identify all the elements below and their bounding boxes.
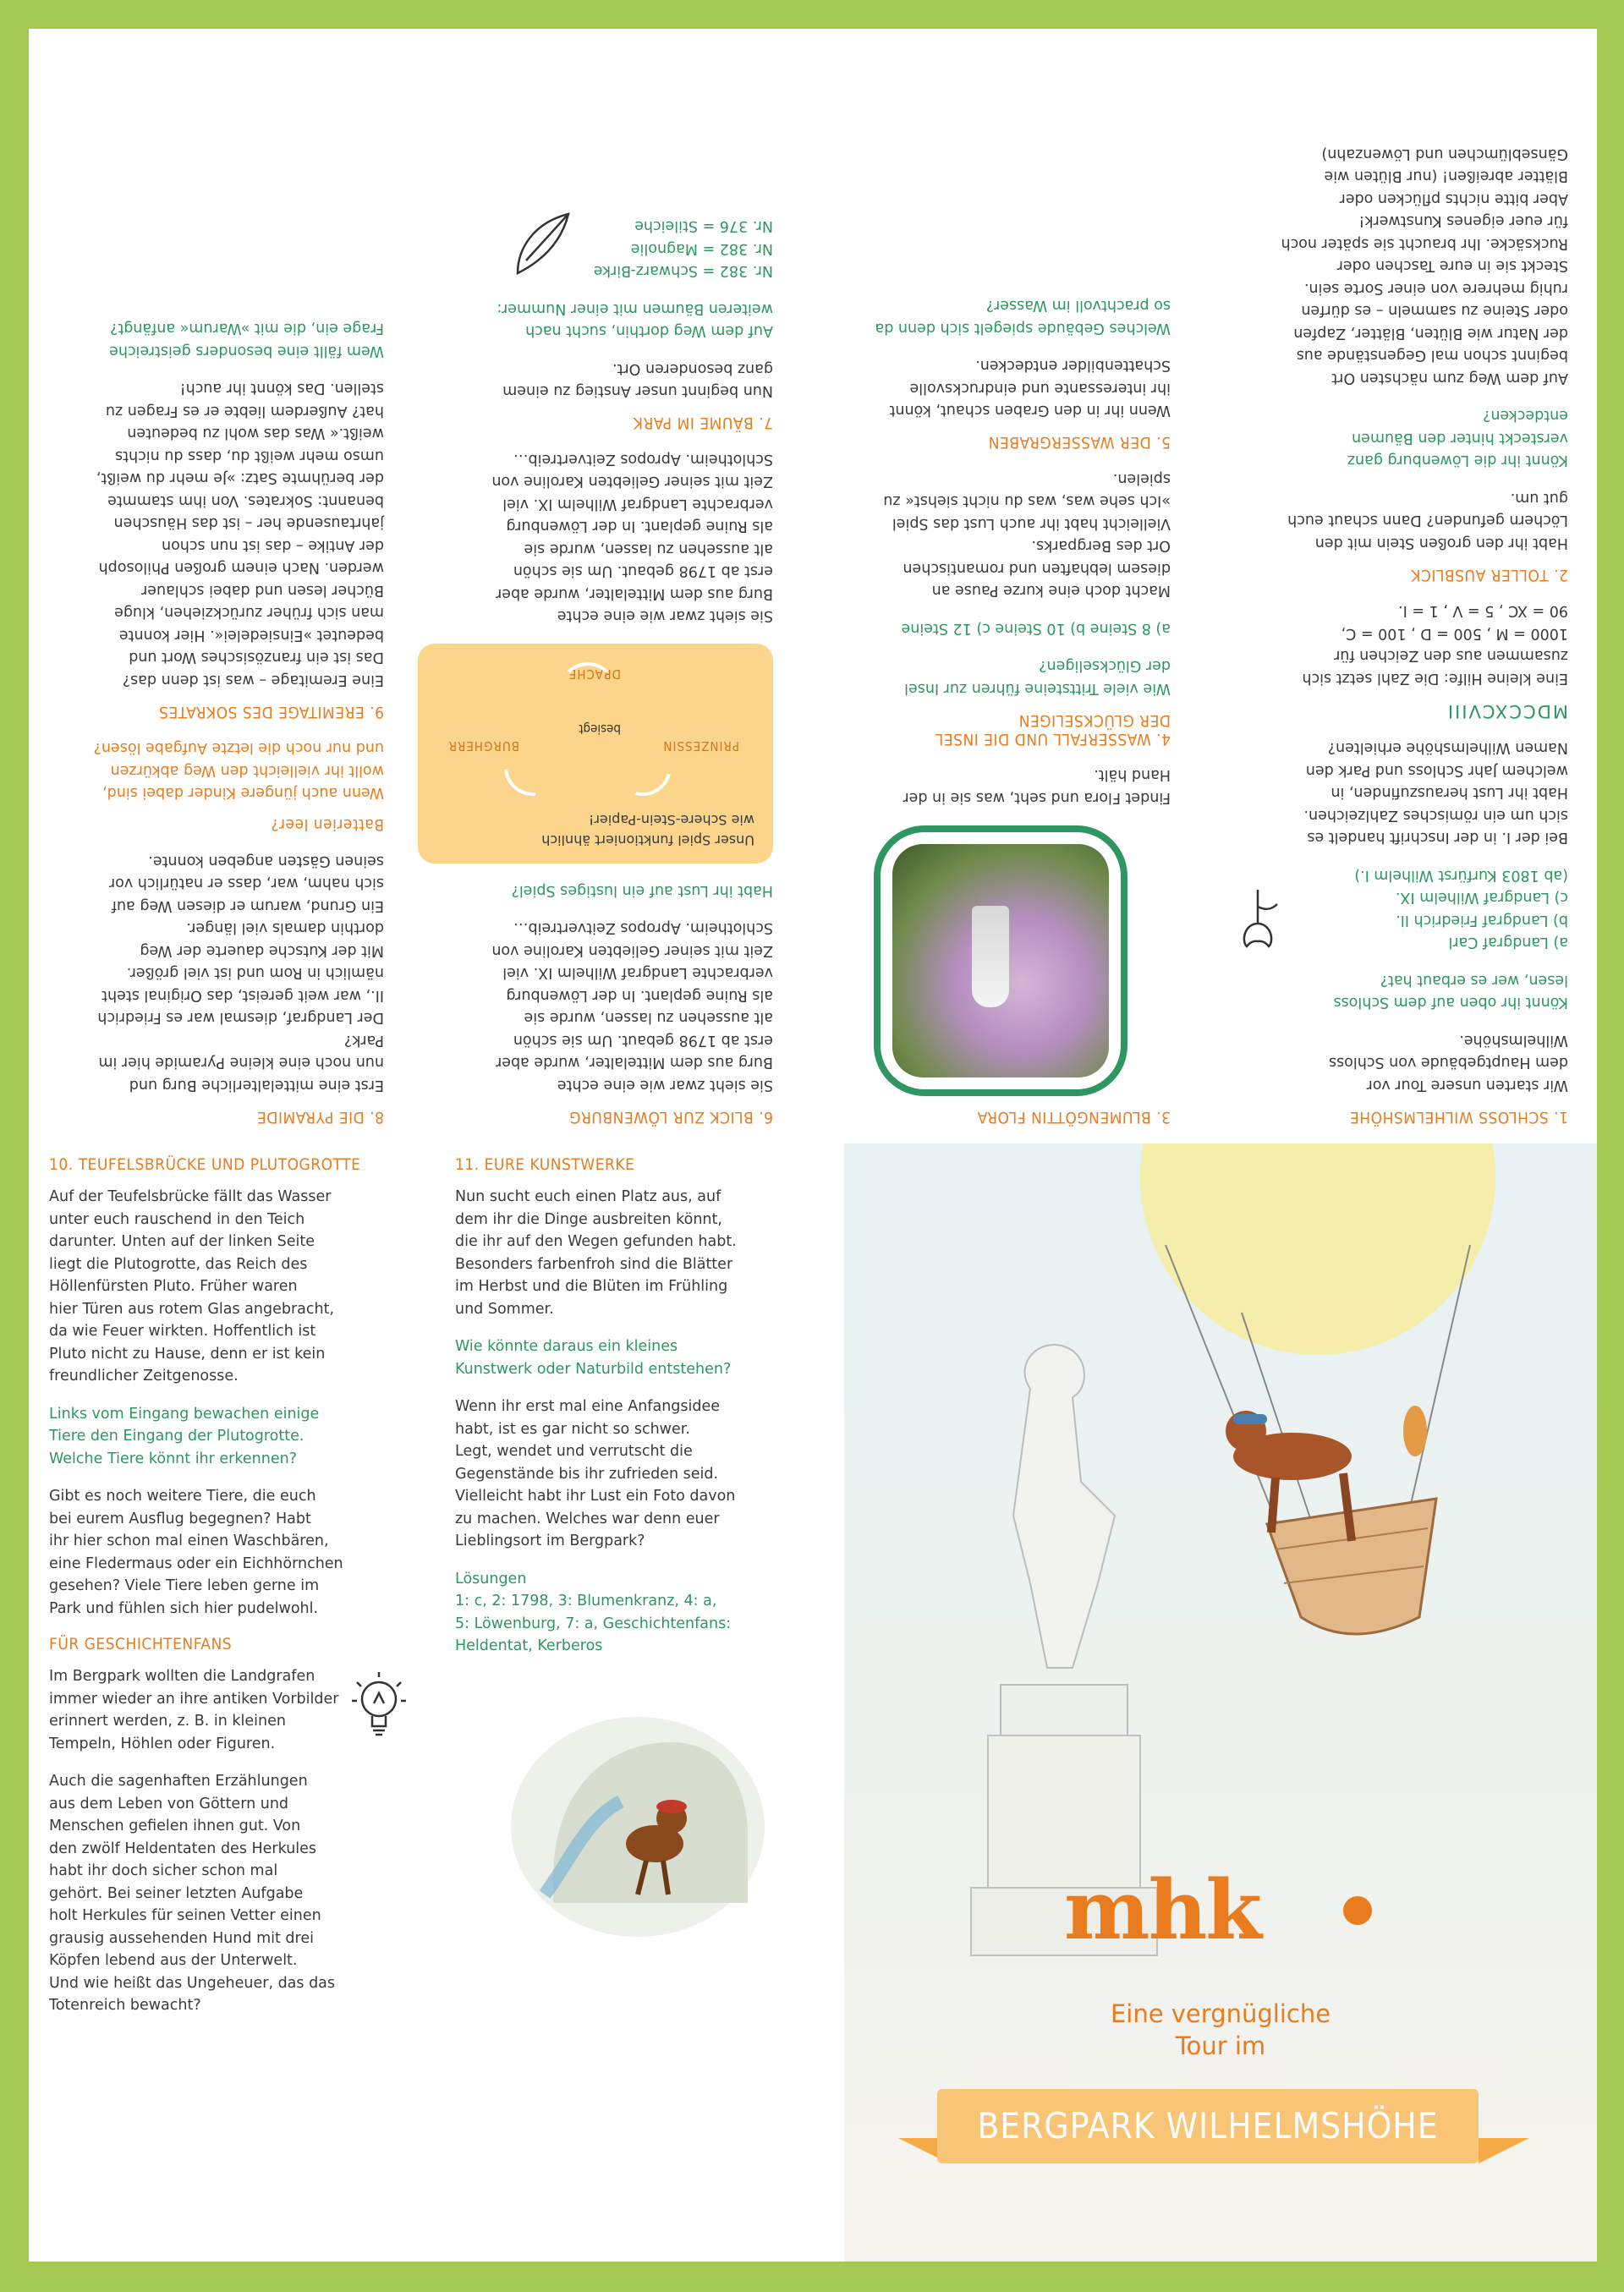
cover-panel [844, 1143, 1597, 2262]
panel-stations-8-9 [29, 29, 413, 1143]
panel-stations-3-5 [802, 29, 1199, 1143]
hint-text: Wenn auch jüngere Kinder dabei sind, wollt ihr vielleicht den Weg abkürzen und nur noch die letzte Aufgabe lösen? [93, 739, 384, 802]
panel-station-10 [29, 1143, 435, 2044]
question: Wem fällt eine besonders geistreiche Frage ein, die mit »Warum« anfängt? [109, 320, 384, 359]
tagline-line-1: Eine vergnügliche [1110, 1999, 1331, 2028]
question: Habt ihr Lust auf ein lustiges Spiel? [511, 882, 773, 899]
question: Links vom Eingang bewachen einige Tiere den Eingang der Plutogrotte. Welche Tiere könnt ihr erkennen? [49, 1405, 320, 1467]
dog-watercolor-illustration [502, 1692, 773, 1945]
light-bulb-icon [347, 1665, 414, 1750]
game-drache: DRACHE [568, 666, 621, 683]
flora-photo-frame [874, 825, 1127, 1096]
solutions-title: Lösungen [455, 1570, 527, 1587]
logo-dot [1343, 1896, 1372, 1925]
paragraph: Gibt es noch weitere Tiere, die euch bei eurem Ausflug begegnen? Habt ihr hier schon mal einen Waschbären, eine Fledermaus oder ein Eichhörnchen gesehen? Viele Tiere leben gerne im Park und fühlen sich hier pudelwohl. [49, 1488, 343, 1617]
paragraph: Auf dem Weg zum nächsten Ort beginnt schon mal Gegenstände aus der Natur wie Blüten, Blätter, Zapfen oder Steine zu sammeln – es dürfen ruhig mehrere von einer Sorte sein. Steckt sie in eure Taschen oder Rucksäcke. Ihr braucht sie später noch für euer eigenes Kunstwerk! Aber bitte nichts pflücken oder Blätter abreißen! (nur Blüten wie Gänseblümchen und Löwenzahn) [1281, 145, 1568, 387]
section-title: 1. SCHLOSS WILHELMSHÖHE [1349, 1108, 1568, 1127]
section-title: 2. TOLLER AUSBLICK [1410, 566, 1568, 584]
question: Auf dem Weg dorthin, sucht nach weiteren Bäumen mit einer Nummer: [497, 300, 773, 340]
section-title: 3. BLUMENGÖTTIN FLORA [977, 1108, 1171, 1127]
panel-stations-1-2 [1199, 29, 1597, 1143]
section-title: 11. EURE KUNSTWERKE [455, 1155, 635, 1174]
section-title: 8. DIE PYRAMIDE [256, 1108, 384, 1127]
paragraph: Wenn ihr in den Graben schaut, könnt ihr interessante und eindrucksvolle Schattenbilder entdecken. [889, 357, 1171, 419]
game-description: Unser Spiel funktioniert ähnlich wie Schere-Stein-Papier! [541, 812, 754, 849]
section-title: 7. BÄUME IM PARK [633, 414, 773, 433]
paragraph: Sie sieht zwar wie eine echte Burg aus dem Mittelalter, wurde aber erst ab 1798 gebaut. Um sie schön alt aussehen zu lassen, wurde sie als Ruine geplant. In der Löwenburg verbrachte Landgraf Wilhelm IX. viel Zeit mit seiner Geliebten Karoline von Schlotheim. Apropos Zeitvertreib… [491, 919, 773, 1094]
question: Welches Gebäude spiegelt sich denn da so prachtvoll im Wasser? [875, 297, 1171, 337]
section-title: 4. WASSERFALL UND DIE INSEL DER GLÜCKSELIGEN [935, 711, 1171, 748]
mhk-logo: mhk [1064, 1862, 1260, 1958]
section-title: Batterien leer? [270, 815, 384, 835]
answer-options: a) 8 Steine b) 10 Steine c) 12 Steine [901, 620, 1171, 637]
paragraph: Eine kleine Hilfe: Die Zahl setzt sich zusammen aus den Zeichen für 1000 = M , 500 = D , 100 = C, 90 = XC , 5 = V , 1 = I. [1302, 602, 1568, 687]
paragraph: Wir starten unsere Tour vor dem Hauptgebäude von Schloss Wilhelmshöhe. [1328, 1032, 1568, 1094]
paragraph: Habt ihr den großen Stein mit den Löchern gefunden? Dann schaut euch gut um. [1287, 490, 1568, 551]
paragraph: Eine Eremitage – was ist denn das? Das ist ein französisches Wort und bedeutet »Einsiedelei«. Hier konnte man sich früher zurückziehen, kluge Bücher lesen und dabei schlauer werden. Nach einem großen Philosoph der Antike – das ist nun schon jahrtausende her – ist das Häuschen benannt: Sokrates. Von ihm stammte der berühmte Satz: »Je mehr du weißt, umso mehr weißt du, dass du nichts weißt.« Was das wohl zu bedeuten hat? Außerdem liebte er es Fragen zu stellen. Das könnt ihr auch! [96, 380, 384, 688]
leaf-icon [509, 206, 577, 282]
paragraph: Findet Flora und seht, was sie in der Hand hält. [903, 766, 1171, 806]
section-title: 9. EREMITAGE DES SOKRATES [158, 703, 384, 721]
flora-statue-photo [892, 844, 1109, 1077]
paragraph: Nun sucht euch einen Platz aus, auf dem ihr die Dinge ausbreiten könnt, die ihr auf den Wegen gefunden habt. Besonders farbenfroh sind die Blätter im Herbst und die Blüten im Frühling und Sommer. [455, 1188, 737, 1318]
paragraph: Macht doch eine kurze Pause an diesem lebhaften und romantischen Ort des Bergparks. Vielleicht habt ihr auch Lust das Spiel »Ich sehe was, was du nicht siehst« zu spielen. [883, 470, 1171, 600]
tree-numbers: Nr. 382 = Schwarz-Birke Nr. 382 = Magnolie Nr. 376 = Stileiche [593, 217, 773, 280]
paragraph: Nun beginnt unser Anstieg zu einem ganz besonderen Ort. [502, 360, 773, 400]
panel-stations-6-7 [413, 29, 802, 1143]
section-title: FÜR GESCHICHTENFANS [49, 1635, 233, 1653]
game-box [418, 644, 773, 864]
paragraph: Auf der Teufelsbrücke fällt das Wasser unter euch rauschend in den Teich darunter. Unten auf der linken Seite liegt die Plutogrotte, das Reich des Höllenfürsten Pluto. Früher waren hier Türen aus rotem Glas angebracht, da wie Feuer wirkten. Hoffentlich ist Pluto nicht zu Hause, denn er ist kein freundlicher Zeitgenosse. [49, 1188, 335, 1385]
brochure-sheet [29, 29, 1597, 2262]
panel-station-11 [435, 1143, 841, 1957]
question: Könnt ihr oben auf dem Schloss lesen, wer es erbaut hat? [1333, 972, 1568, 1012]
paragraph: Auch die sagenhaften Erzählungen aus dem Leben von Göttern und Menschen gefielen ihnen gut. Von den zwölf Heldentaten des Herkules habt ihr doch sicher schon mal gehört. Bei seiner letzten Aufgabe holt Herkules für seinen Vetter einen grausig aussehenden Hund mit drei Köpfen lebend aus der Unterwelt. Und wie heißt das Ungeheuer, das das Totenreich bewacht? [49, 1773, 336, 2014]
solutions-text: 1: c, 2: 1798, 3: Blumenkranz, 4: a, 5: Löwenburg, 7: a, Geschichtenfans: Heldentat, Kerberos [455, 1593, 732, 1654]
game-burgherr: BURGHERR [447, 738, 519, 754]
upright-panels [29, 1143, 1597, 2262]
question: Wie viele Trittsteine führen zur Insel der Glückseligen? [904, 657, 1171, 697]
banner-ribbon-right [1479, 2138, 1529, 2163]
paragraph: Bei der I. in der Inschrift handelt es sich um ein römisches Zahlzeichen. Habt ihr Lust herauszufinden, in welchem Jahr Schloss und Park den Namen Wilhelmshöhe erhielten? [1303, 739, 1568, 847]
section-title: 6. BLICK ZUR LÖWENBURG [568, 1108, 773, 1127]
cover-title: BERGPARK WILHELMSHÖHE [977, 2105, 1439, 2147]
section-title: 5. DER WASSERGRABEN [988, 433, 1171, 452]
paragraph: Im Bergpark wollten die Landgrafen immer wieder an ihre antiken Vorbilder erinnert werden, z. B. in kleinen Tempeln, Höhlen oder Figuren. [49, 1668, 339, 1752]
paragraph: Wenn ihr erst mal eine Anfangsidee habt, ist es gar nicht so schwer. Legt, wendet und verrutscht die Gegenstände bis ihr zufrieden seid. Vielleicht habt ihr Lust ein Foto davon zu machen. Welches war denn euer Lieblingsort im Bergpark? [455, 1398, 736, 1549]
game-besiegt: besiegt [579, 721, 621, 737]
paragraph: Sie sieht zwar wie eine echte Burg aus dem Mittelalter, wurde aber erst ab 1798 gebaut. Um sie schön alt aussehen zu lassen, wurde sie als Ruine geplant. In der Löwenburg verbrachte Landgraf Wilhelm IX. viel Zeit mit seiner Geliebten Karoline von Schlotheim. Apropos Zeitvertreib… [491, 451, 773, 625]
tulip-icon [1228, 886, 1287, 954]
section-title: 10. TEUFELSBRÜCKE UND PLUTOGROTTE [49, 1155, 361, 1174]
cycle-arrow-icon [559, 663, 617, 721]
upside-down-panels [29, 29, 1597, 1143]
question: Könnt ihr die Löwenburg ganz versteckt hinter den Bäumen entdecken? [1347, 407, 1568, 469]
roman-numeral: MDCCXCVIII [1446, 701, 1568, 721]
tagline-line-2: Tour im [1175, 2032, 1266, 2060]
game-prinzessin: PRINZESSIN [662, 738, 739, 754]
answer-options: a) Landgraf Carl b) Landgraf Friedrich II. c) Landgraf Wilhelm IX. (ab 1803 Kurfürst Wilhelm I.) [1354, 867, 1568, 951]
question: Wie könnte daraus ein kleines Kunstwerk oder Naturbild entstehen? [455, 1338, 732, 1378]
paragraph: Erst eine mittelalterliche Burg und nun noch eine kleine Pyramide hier im Park? Der Landgraf, diesmal war es Friedrich II., war weit gereist, das Original steht nämlich in Rom und ist viel größer. Mit der Kutsche dauerte der Weg dorthin damals viel länger. Ein Grund, warum er diesen Weg auf sich nahm, war, dass er natürlich vor seinen Gästen angeben konnte. [97, 853, 384, 1094]
